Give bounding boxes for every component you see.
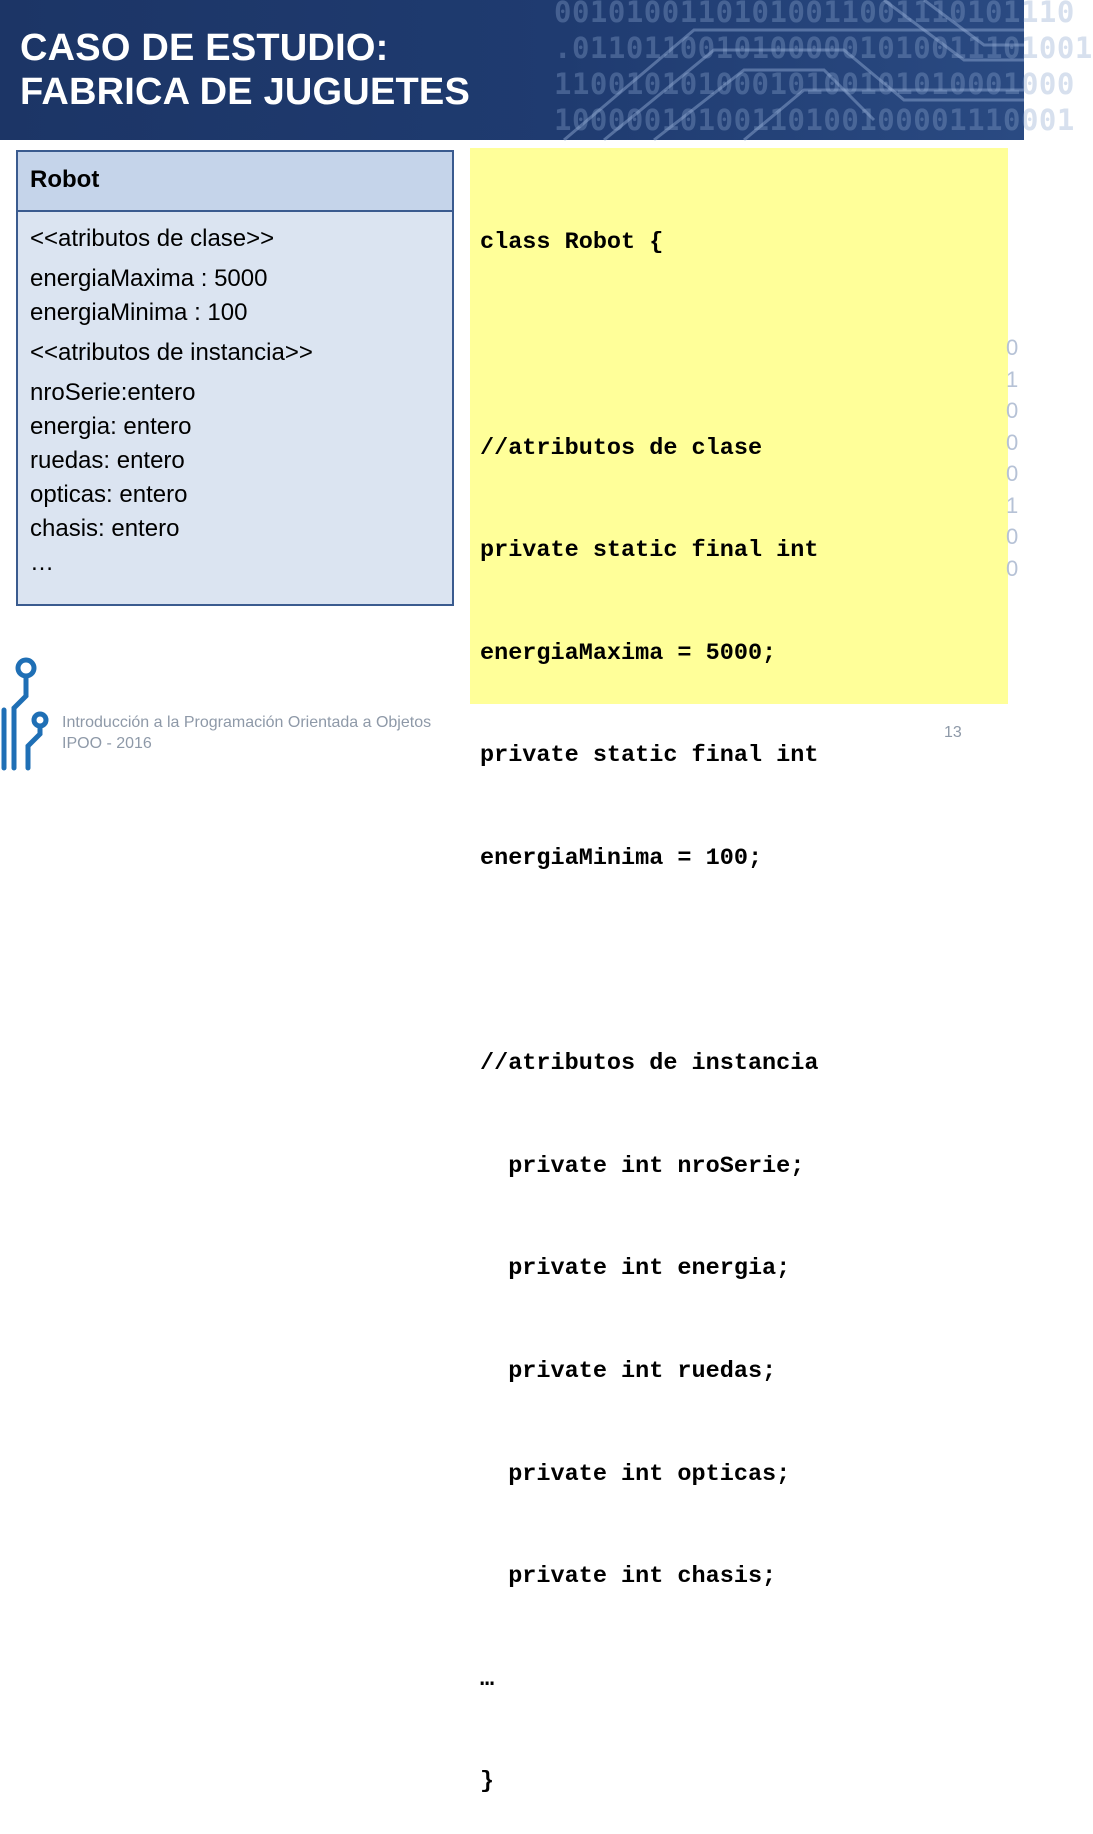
uml-class-name: Robot	[18, 152, 452, 212]
binary-digit: 0	[1006, 555, 1019, 581]
uml-attribute: nroSerie:entero	[30, 379, 196, 406]
code-line: private int chasis;	[480, 1563, 777, 1591]
binary-row: 11001010100010100101010001000	[554, 67, 1075, 101]
title-line: CASO DE ESTUDIO:	[20, 27, 389, 69]
uml-class-attributes	[30, 262, 440, 330]
code-line: class Robot {	[480, 229, 664, 257]
uml-attribute-ellipsis: …	[30, 549, 54, 576]
footer-subject: IPOO - 2016	[62, 735, 152, 752]
uml-attribute: opticas: entero	[30, 481, 188, 508]
code-line: …	[480, 1665, 495, 1693]
uml-attribute: energiaMaxima : 5000	[30, 265, 268, 292]
uml-attribute: energia: entero	[30, 413, 192, 440]
code-line: }	[480, 1768, 495, 1796]
code-line	[480, 945, 998, 979]
code-line: energiaMinima = 100;	[480, 844, 763, 872]
binary-digit: 0	[1006, 524, 1019, 549]
page-number: 13	[944, 724, 962, 741]
circuit-lines-decoration	[544, 0, 1024, 140]
footer-course: Introducción a la Programación Orientada a Objetos	[62, 714, 432, 731]
page-title	[20, 26, 470, 114]
code-line: private int opticas;	[480, 1460, 791, 1488]
binary-digit: 1	[1006, 366, 1019, 392]
code-line: energiaMaxima = 5000;	[480, 639, 777, 667]
uml-class-body	[18, 212, 452, 590]
title-line: FABRICA DE JUGUETES	[20, 71, 471, 113]
uml-section-header: <<atributos de clase>>	[30, 225, 275, 252]
uml-instance-attributes	[30, 376, 440, 580]
code-line: private int energia;	[480, 1255, 791, 1283]
uml-section-header: <<atributos de instancia>>	[30, 339, 313, 366]
code-line: private static final int	[480, 537, 819, 565]
footer-course-info	[62, 712, 431, 754]
code-line: //atributos de instancia	[480, 1050, 819, 1078]
binary-digit: 0	[1006, 461, 1019, 486]
uml-attribute: ruedas: entero	[30, 447, 185, 474]
binary-digit: 0	[1006, 429, 1019, 455]
binary-row: .01101100101000001010011101001	[554, 31, 1093, 65]
code-line: private int ruedas;	[480, 1357, 777, 1385]
binary-digit: 1	[1006, 492, 1019, 518]
uml-attribute: chasis: entero	[30, 515, 180, 542]
binary-digit: 0	[1006, 335, 1019, 360]
binary-row: 10000010100110100100001110001	[554, 103, 1075, 137]
code-line	[480, 329, 998, 363]
circuit-logo-icon	[0, 650, 60, 768]
code-line: //atributos de clase	[480, 434, 763, 462]
binary-row: 00101001101010011001110101110	[554, 0, 1075, 29]
code-line: private int nroSerie;	[480, 1152, 805, 1180]
uml-attribute: energiaMinima : 100	[30, 299, 248, 326]
slide-header	[0, 0, 1093, 140]
code-line: private static final int	[480, 742, 819, 770]
binary-digit: 0	[1006, 398, 1019, 423]
side-binary-decoration	[1006, 332, 1024, 584]
uml-class-box	[16, 150, 454, 606]
